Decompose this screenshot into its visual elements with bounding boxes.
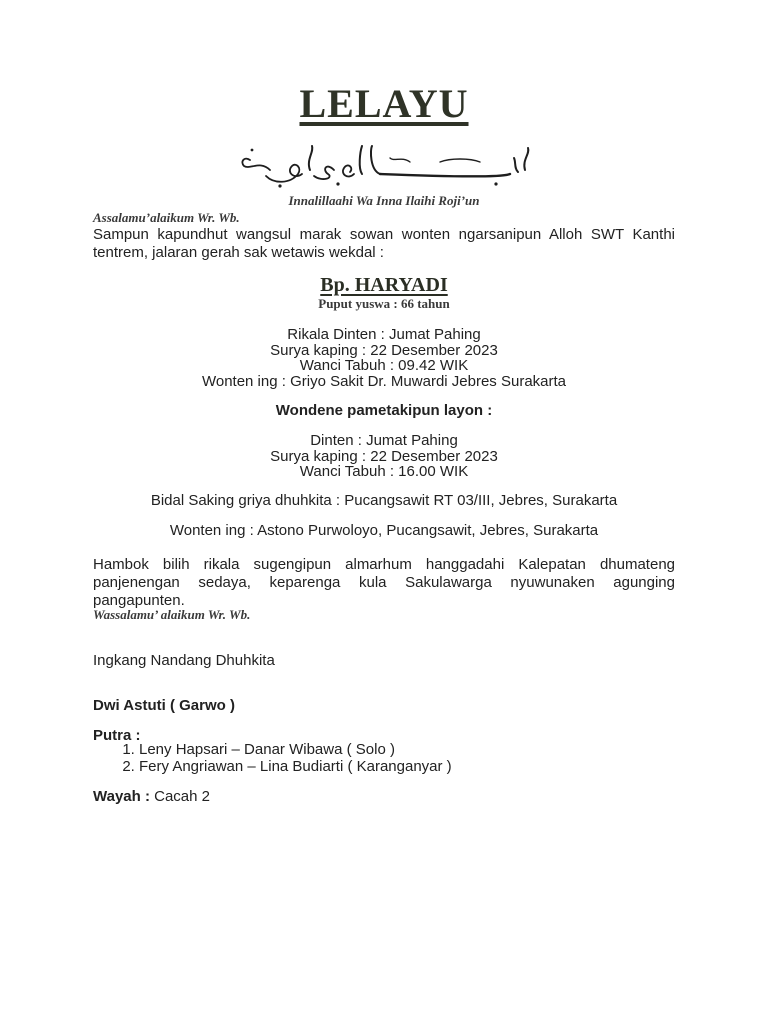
greeting: Assalamu’alaikum Wr. Wb. — [93, 210, 240, 225]
burial-heading: Wondene pametakipun layon : — [275, 402, 493, 419]
burial-date: Surya kaping : 22 Desember 2023 — [270, 447, 498, 465]
deceased-age: Puput yuswa : 66 tahun — [318, 296, 450, 311]
burial-time: Wanci Tabuh : 16.00 WIK — [299, 463, 469, 480]
page-title: LELAYU — [299, 81, 469, 126]
list-item: 2. Fery Angriawan – Lina Budiarti ( Karanganyar ) — [139, 759, 452, 776]
cemetery-location: Wonten ing : Astono Purwoloyo, Pucangsawit, Jebres, Surakarta — [169, 522, 599, 539]
opening-phrase: Innalillaahi Wa Inna Ilaihi Roji’un — [288, 193, 480, 208]
apology-paragraph: Hambok bilih rikala sugengipun almarhum hanggadahi Kalepatan dhumateng panjenengan sedaya, keparenga kula Sakulawarga nyuwunaken agunging pangapunten. — [93, 556, 675, 609]
children-heading: Putra : — [93, 727, 141, 744]
grandchildren-value: Cacah 2 — [154, 788, 210, 805]
burial-day: Dinten : Jumat Pahing — [310, 432, 458, 449]
list-item: 1. Leny Hapsari – Danar Wibawa ( Solo ) — [139, 742, 452, 759]
grandchildren-label: Wayah : — [93, 788, 150, 805]
closing-greeting: Wassalamu’ alaikum Wr. Wb. — [93, 607, 251, 622]
deceased-name: Bp. HARYADI — [320, 274, 448, 296]
children-list — [93, 742, 452, 775]
departure-address: Bidal Saking griya dhuhkita : Pucangsawit RT 03/III, Jebres, Surakarta — [150, 492, 618, 509]
death-place: Wonten ing : Griyo Sakit Dr. Muwardi Jebres Surakarta — [201, 372, 567, 390]
bismillah-calligraphy — [230, 140, 540, 192]
death-time: Wanci Tabuh : 09.42 WIK — [299, 357, 469, 374]
intro-paragraph: Sampun kapundhut wangsul marak sowan wonten ngarsanipun Alloh SWT Kanthi tentrem, jalaran gerah sak wetawis wekdal : — [93, 226, 675, 261]
mourners-heading: Ingkang Nandang Dhuhkita — [93, 652, 275, 669]
death-date: Surya kaping : 22 Desember 2023 — [270, 341, 498, 359]
death-info — [0, 327, 768, 389]
spouse-name: Dwi Astuti ( Garwo ) — [93, 697, 235, 714]
death-day: Rikala Dinten : Jumat Pahing — [287, 326, 481, 343]
burial-info — [0, 433, 768, 480]
grandchildren-line — [93, 788, 675, 805]
